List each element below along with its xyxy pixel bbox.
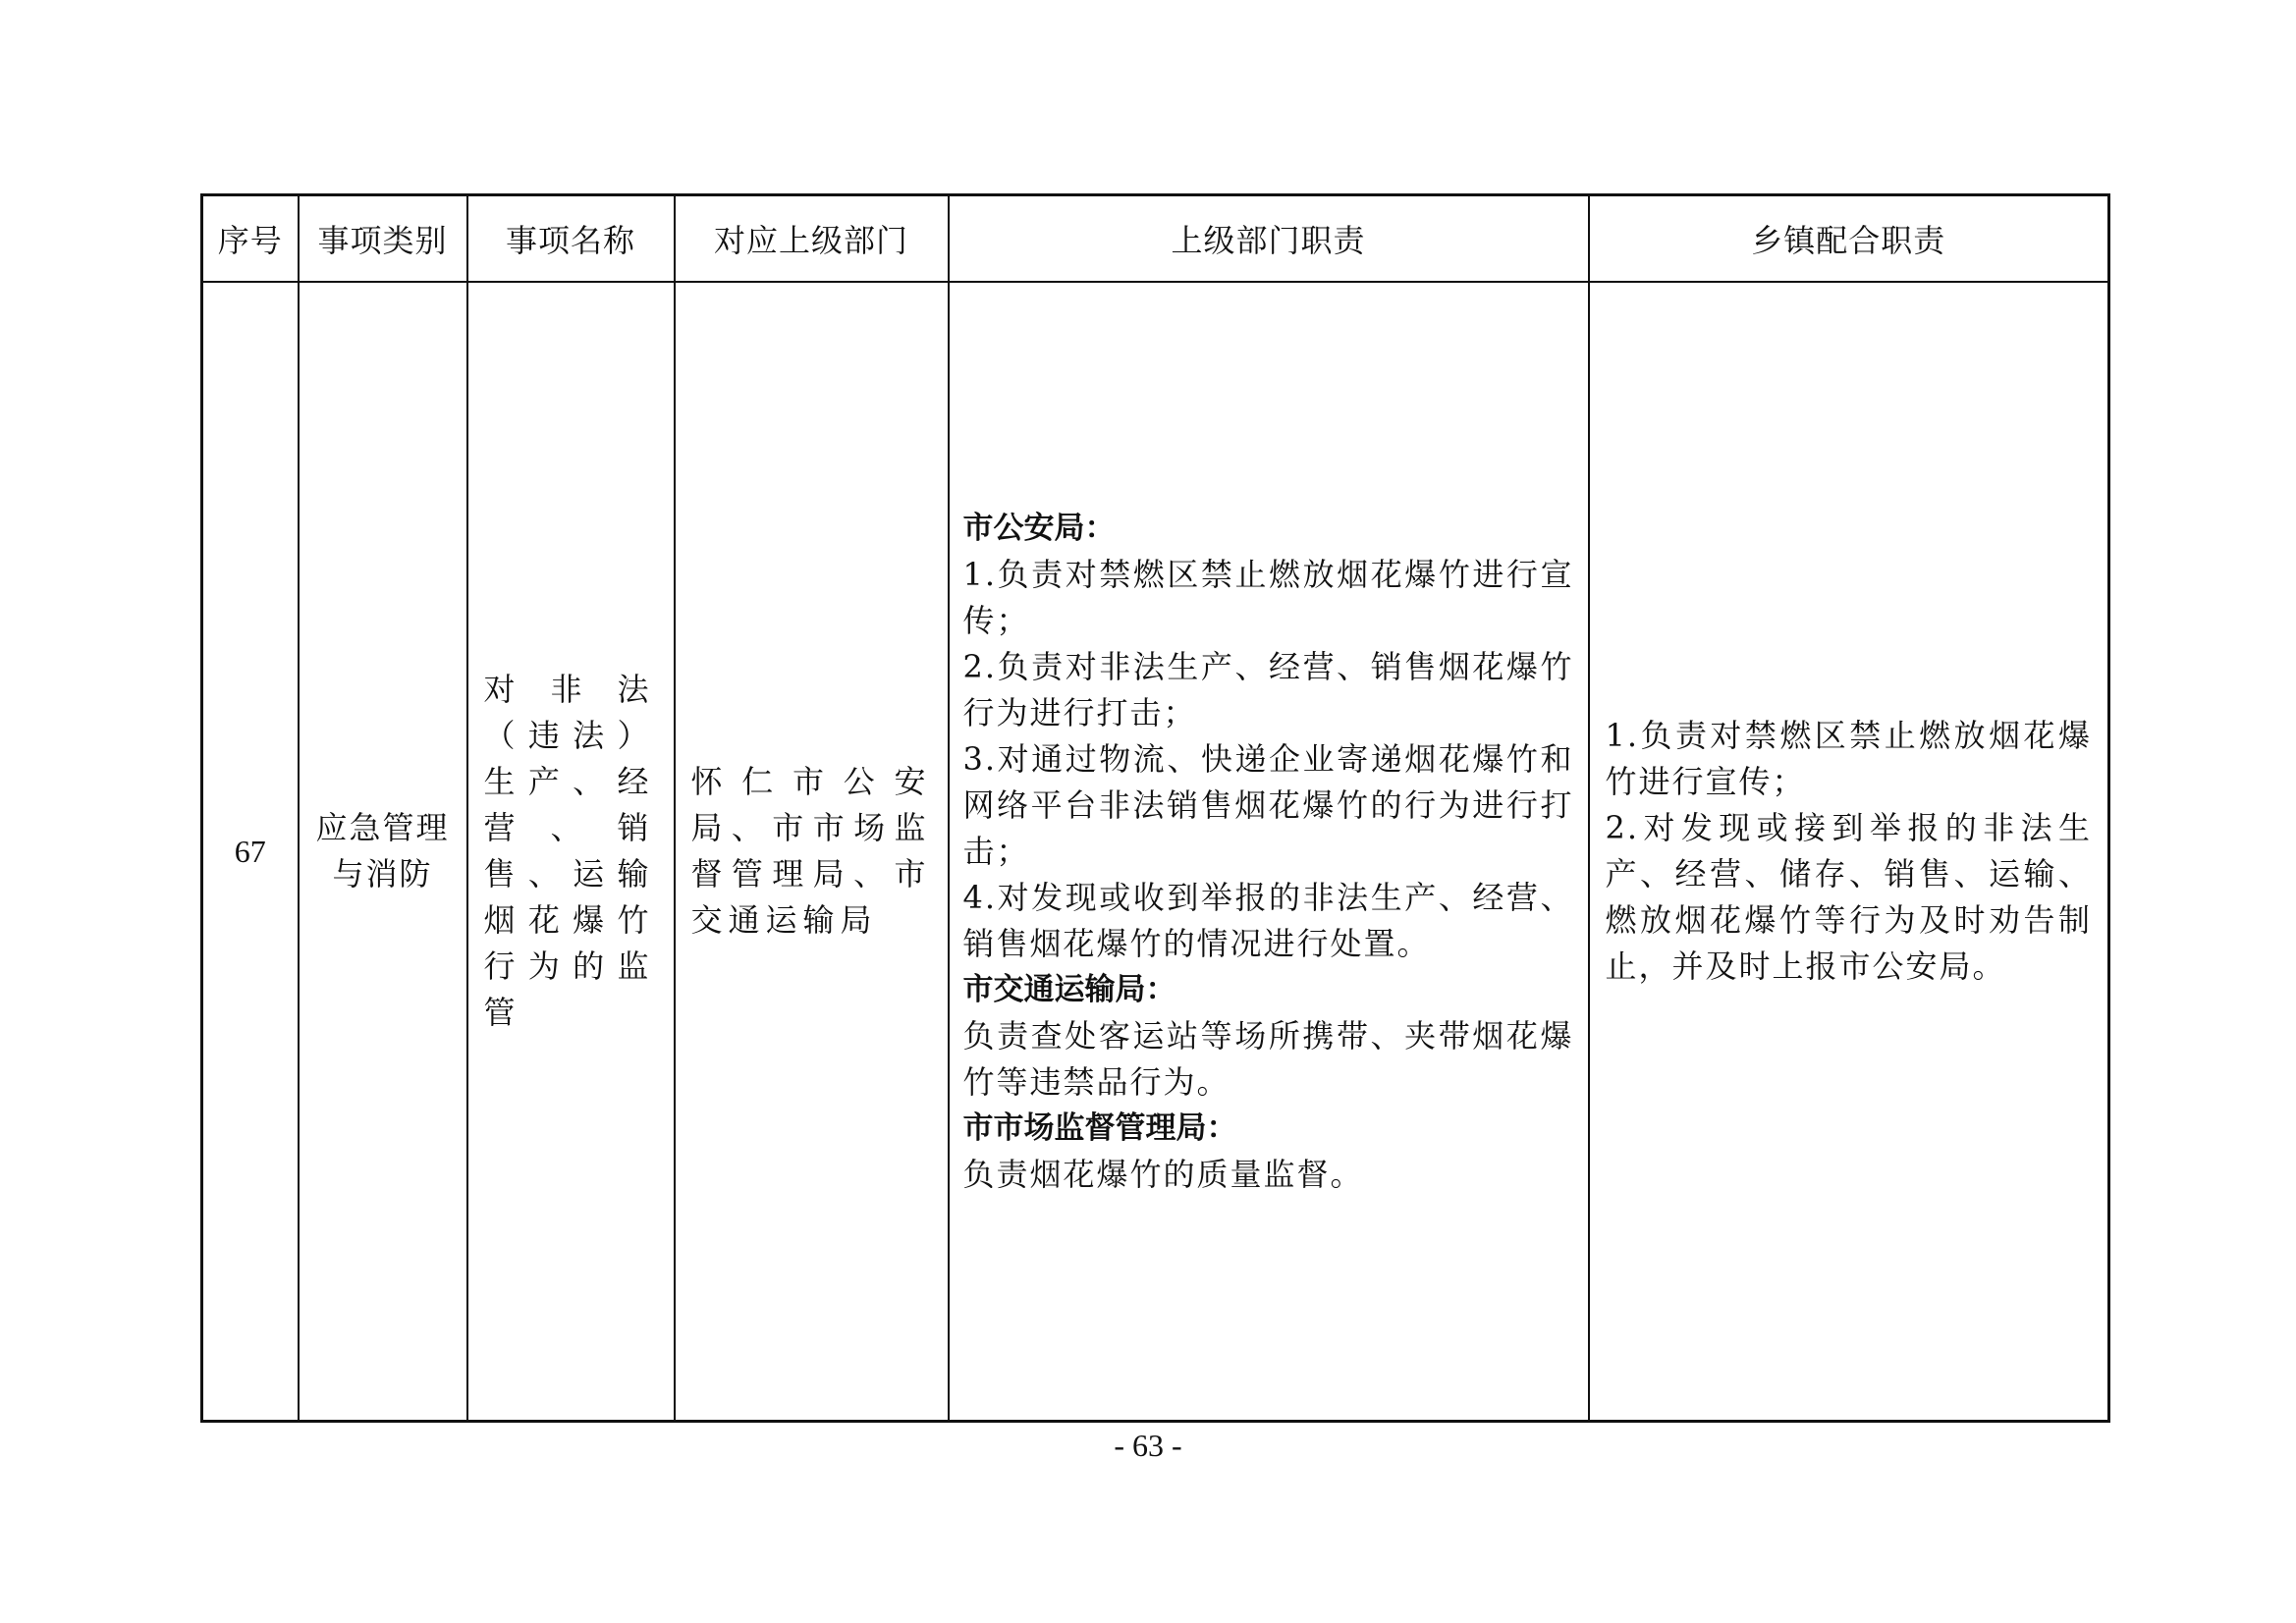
cell-category: 应急管理与消防 — [299, 282, 467, 1422]
duty-section-public-security — [950, 506, 1588, 967]
duty-line: 负责烟花爆竹的质量监督。 — [962, 1155, 1364, 1193]
cell-item-name: 对非法（违法）生产、经营、销售、运输烟花爆竹行为的监管 — [467, 282, 675, 1422]
table-row — [202, 282, 2109, 1422]
page-number: - 63 - — [1114, 1428, 1182, 1463]
table-header-row — [202, 195, 2109, 283]
header-category: 事项类别 — [299, 195, 467, 283]
responsibility-table — [200, 193, 2110, 1423]
header-superior-duties: 上级部门职责 — [949, 195, 1589, 283]
cell-number: 67 — [202, 282, 299, 1422]
header-number: 序号 — [202, 195, 299, 283]
town-duty-line: 1.负责对禁燃区禁止燃放烟花爆竹进行宣传； — [1605, 717, 2092, 800]
duty-line: 负责查处客运站等场所携带、夹带烟花爆竹等违禁品行为。 — [962, 1016, 1574, 1101]
cell-department: 怀仁市公安局、市市场监督管理局、市交通运输局 — [675, 282, 949, 1422]
duty-line: 3.对通过物流、快递企业寄递烟花爆竹和网络平台非法销售烟花爆竹的行为进行打击； — [962, 739, 1574, 870]
cell-town-duties — [1589, 282, 2109, 1422]
header-item-name: 事项名称 — [467, 195, 675, 283]
header-department: 对应上级部门 — [675, 195, 949, 283]
duty-unit-heading: 市交通运输局： — [962, 971, 1176, 1007]
header-town-duties: 乡镇配合职责 — [1589, 195, 2109, 283]
duty-unit-heading: 市市场监督管理局： — [962, 1109, 1237, 1146]
duty-section-market-supervision — [950, 1106, 1588, 1198]
duty-section-transport — [950, 967, 1588, 1106]
duty-line: 4.对发现或收到举报的非法生产、经营、销售烟花爆竹的情况进行处置。 — [962, 878, 1574, 962]
duty-line: 2.负责对非法生产、经营、销售烟花爆竹行为进行打击； — [962, 647, 1574, 731]
town-duty-line: 2.对发现或接到举报的非法生产、经营、储存、销售、运输、燃放烟花爆竹等行为及时劝告制止，并及时上报市公安局。 — [1605, 809, 2092, 985]
duty-line: 1.负责对禁燃区禁止燃放烟花爆竹进行宣传； — [962, 555, 1574, 639]
cell-superior-duties — [949, 282, 1589, 1422]
duty-unit-heading: 市公安局： — [962, 510, 1116, 546]
